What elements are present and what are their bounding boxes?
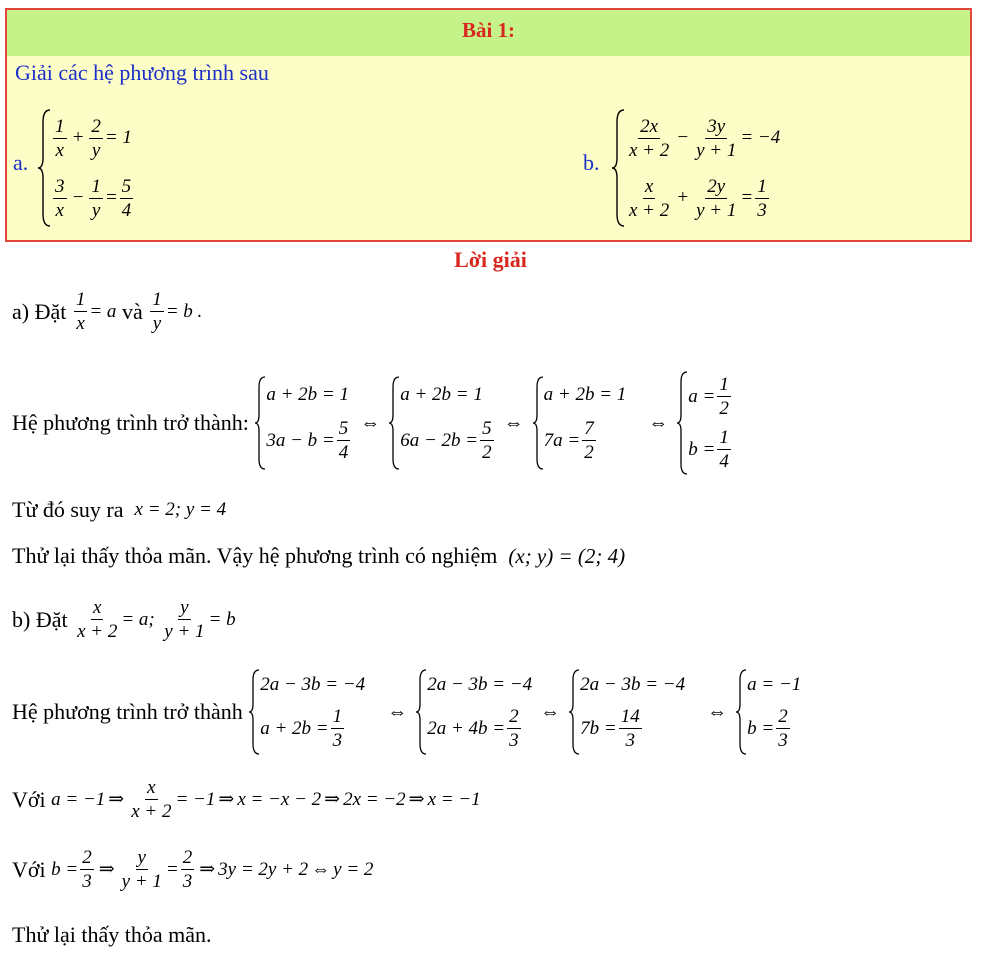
a-eq2: $\frac{3}{x}$ − $\frac{1}{y}$ = $\frac{5}{4}$ <box>55 175 132 221</box>
b-eq2: $\frac{x}{x + 2}$ + $\frac{2y}{y + 1}$ = $\frac{1}{3}$ <box>629 175 767 221</box>
brace-icon <box>611 108 625 228</box>
b-step-a: Với a = −1 ⇒ $\frac{x}{x + 2}$ = −1 ⇒ x = −x − 2 ⇒ 2x = −2 ⇒ x = −1 <box>12 777 481 822</box>
system-a <box>37 106 135 230</box>
a-result: Từ đó suy ra x = 2; y = 4 <box>12 497 227 522</box>
b-step-b: Với b = $\frac{2}{3}$ ⇒ $\frac{y}{y + 1}$ = $\frac{2}{3}$ ⇒ 3y = 2y + 2 ⇔ y = 2 <box>12 847 374 892</box>
a-substitution: a) Đặt $\frac{1}{x}$ = a và $\frac{1}{y}$ = b . <box>12 289 203 334</box>
b-substitution: b) Đặt $\frac{x}{x + 2}$ = a; $\frac{y}{y + 1}$ = b <box>12 597 236 642</box>
system-b <box>611 106 780 230</box>
part-a-label: a. <box>13 150 29 175</box>
problem-title: Bài 1: <box>7 10 970 56</box>
a-check: Thử lại thấy thỏa mãn. Vậy hệ phương trình có nghiệm (x; y) = (2; 4) <box>12 543 626 568</box>
brace-icon <box>37 108 51 228</box>
final-check: Thử lại thấy thỏa mãn. <box>12 922 212 947</box>
problem-prompt: Giải các hệ phương trình sau <box>15 60 269 85</box>
problem-box <box>5 8 972 242</box>
a-system-chain: Hệ phương trình trở thành: a + 2b = 1 3a − b = $\frac{5}{4}$ ⇔ a + 2b = 1 6a − 2b = $\frac{5}{2}$ ⇔ a + 2b = 1 7a = $\frac{7}{2}$ ⇔ a = $\frac{1}{2}$ b = $\frac{1}{4}$ <box>12 374 729 472</box>
b-system-chain: Hệ phương trình trở thành 2a − 3b = −4 a + 2b = $\frac{1}{3}$ ⇔ 2a − 3b = −4 2a + 4b = $\frac{2}{3}$ ⇔ 2a − 3b = −4 7b = $\frac{14}{3}$ ⇔ a = −1 b = $\frac{2}{3}$ <box>12 664 801 760</box>
a-eq1: $\frac{1}{x}$ + $\frac{2}{y}$ = 1 <box>55 115 132 161</box>
part-b-label: b. <box>583 150 600 175</box>
solution-title: Lời giải <box>454 247 527 272</box>
b-eq1: $\frac{2x}{x + 2}$ − $\frac{3y}{y + 1}$ = −4 <box>629 115 781 161</box>
